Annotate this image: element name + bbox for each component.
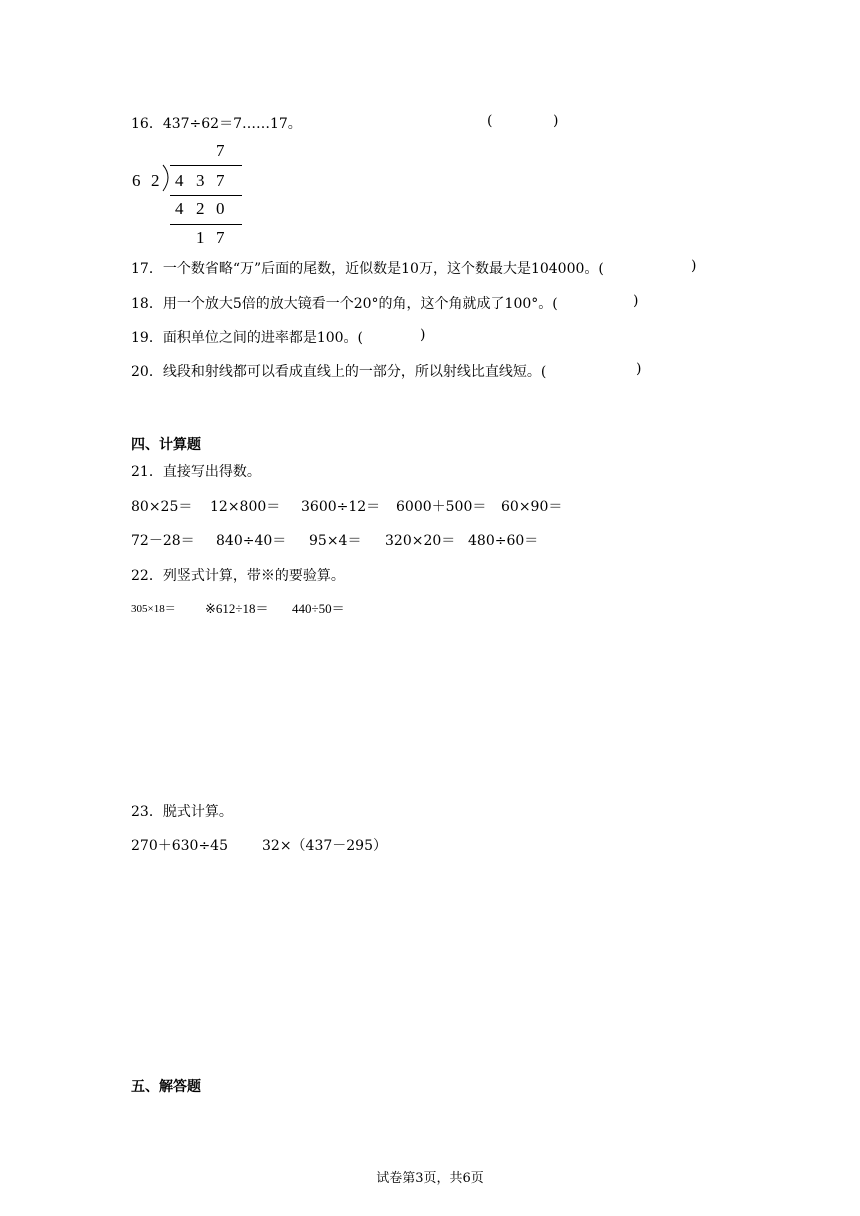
division-rule xyxy=(170,224,242,225)
answer-paren-close-16: ) xyxy=(553,113,559,129)
page-footer: 试卷第3页，共6页 xyxy=(376,1171,484,1186)
section-4-title: 四、计算题 xyxy=(131,437,201,453)
answer-paren-close-18: ) xyxy=(633,293,639,309)
mental-calc-item: 72－28＝ xyxy=(131,533,195,549)
divisor-digit: 2 xyxy=(151,171,160,190)
product-digit: 0 xyxy=(216,199,225,218)
remainder-digit: 7 xyxy=(216,228,225,247)
section-5-title: 五、解答题 xyxy=(131,1079,201,1095)
question-20-text: 20．线段和射线都可以看成直线上的一部分，所以射线比直线短。( xyxy=(131,364,547,380)
quotient-digit: 7 xyxy=(216,141,225,160)
written-calc-item: 305×18＝ xyxy=(131,603,176,615)
answer-paren-open-16: ( xyxy=(487,113,493,129)
answer-paren-close-20: ) xyxy=(636,361,642,377)
dividend-digit: 7 xyxy=(216,171,225,190)
written-calc-item: 440÷50＝ xyxy=(292,601,345,616)
mental-calc-item: 12×800＝ xyxy=(210,499,281,515)
divisor-digit: 6 xyxy=(132,171,141,190)
division-bar xyxy=(170,165,242,166)
stepwise-calc-item: 32×（437－295） xyxy=(262,838,387,854)
mental-calc-item: 80×25＝ xyxy=(131,499,193,515)
question-23-text: 23．脱式计算。 xyxy=(131,804,233,820)
written-calc-item: ※612÷18＝ xyxy=(205,601,269,616)
remainder-digit: 1 xyxy=(196,228,205,247)
question-16-text: 16．437÷62＝7……17。 xyxy=(131,116,302,132)
stepwise-calc-item: 270＋630÷45 xyxy=(131,838,228,854)
mental-calc-item: 320×20＝ xyxy=(385,533,456,549)
mental-calc-item: 840÷40＝ xyxy=(216,533,287,549)
product-digit: 4 xyxy=(175,199,184,218)
question-19-text: 19．面积单位之间的进率都是100。( xyxy=(131,330,363,346)
dividend-digit: 3 xyxy=(196,171,205,190)
mental-calc-item: 480÷60＝ xyxy=(468,533,539,549)
mental-calc-item: 95×4＝ xyxy=(309,533,362,549)
mental-calc-item: 3600÷12＝ xyxy=(301,499,381,515)
mental-calc-item: 6000＋500＝ xyxy=(396,499,487,515)
mental-calc-item: 60×90＝ xyxy=(501,499,563,515)
question-18-text: 18．用一个放大5倍的放大镜看一个20°的角，这个角就成了100°。( xyxy=(131,296,558,312)
dividend-digit: 4 xyxy=(175,171,184,190)
answer-paren-close-17: ) xyxy=(691,258,697,274)
product-digit: 2 xyxy=(196,199,205,218)
division-rule xyxy=(170,195,242,196)
division-bracket xyxy=(160,163,176,193)
question-17-text: 17．一个数省略“万”后面的尾数，近似数是10万，这个数最大是104000。( xyxy=(131,261,604,277)
question-21-text: 21．直接写出得数。 xyxy=(131,464,261,480)
answer-paren-close-19: ) xyxy=(420,327,426,343)
question-22-text: 22．列竖式计算，带※的要验算。 xyxy=(131,568,345,584)
